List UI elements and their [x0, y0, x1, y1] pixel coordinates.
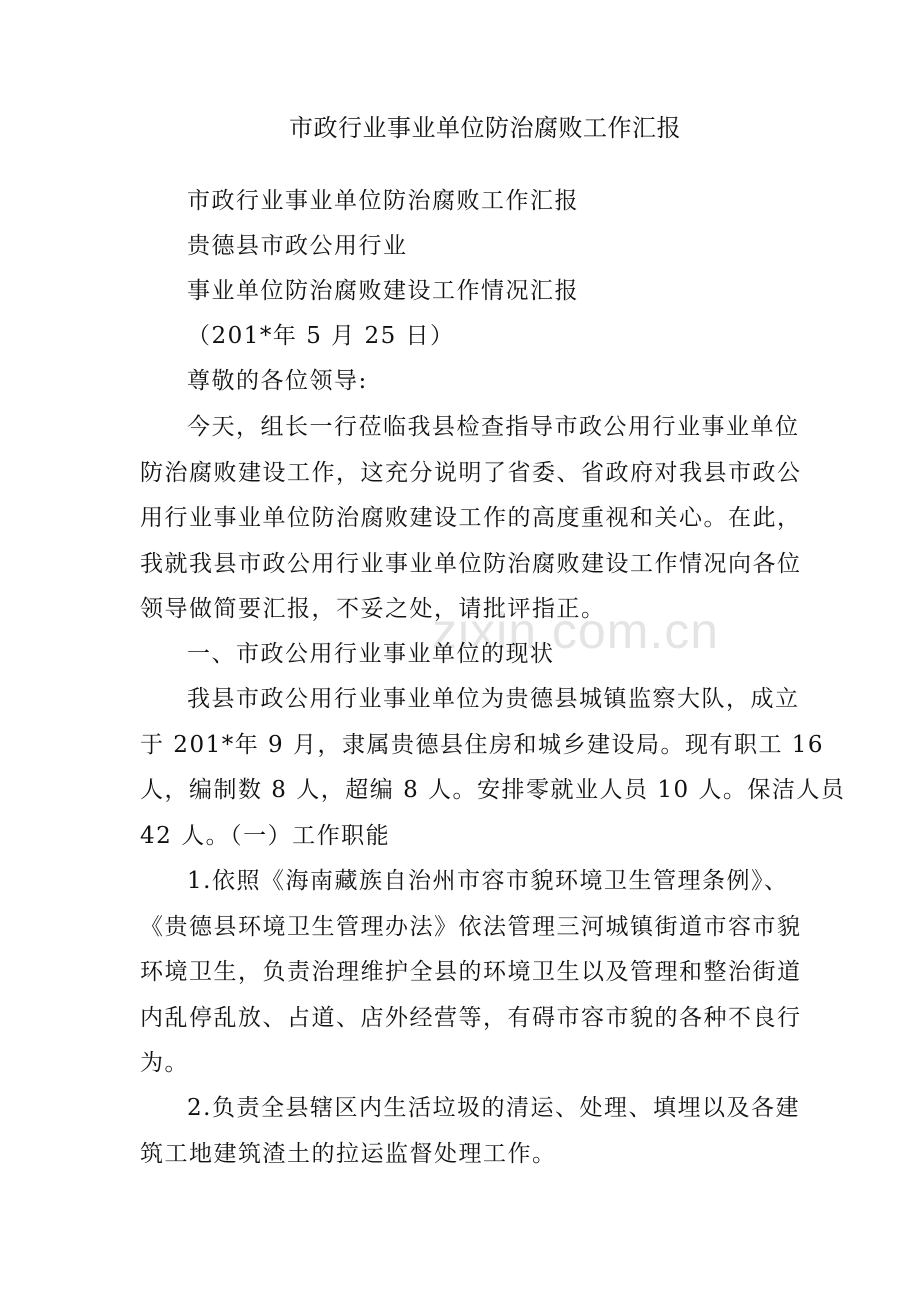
list-item-line: 1.依照《海南藏族自治州市容市貌环境卫生管理条例》、	[187, 868, 789, 894]
list-item-line: 内乱停乱放、占道、店外经营等，有碍市容市貌的各种不良行	[140, 1005, 802, 1031]
paragraph-line: 于 201*年 9 月，隶属贵德县住房和城乡建设局。现有职工 16	[140, 732, 825, 758]
paragraph-line: 我就我县市政公用行业事业单位防治腐败建设工作情况向各位	[140, 551, 802, 577]
watermark: zixin.com.cn	[432, 603, 720, 659]
paragraph-line: 我县市政公用行业事业单位为贵德县城镇监察大队，成立	[187, 686, 800, 712]
list-item-line: 筑工地建筑渣土的拉运监督处理工作。	[140, 1141, 557, 1167]
date-line: （201*年 5 月 25 日）	[187, 323, 455, 349]
page-title: 市政行业事业单位防治腐败工作汇报	[289, 114, 681, 142]
subtitle-line: 市政行业事业单位防治腐败工作汇报	[187, 188, 579, 214]
paragraph-line: 领导做简要汇报，不妥之处，请批评指正。	[140, 596, 606, 622]
report-title-line: 事业单位防治腐败建设工作情况汇报	[187, 278, 579, 304]
list-item-line: 环境卫生，负责治理维护全县的环境卫生以及管理和整治街道	[140, 959, 802, 985]
paragraph-line: 今天，组长一行莅临我县检查指导市政公用行业事业单位	[187, 414, 800, 440]
list-item-line: 2.负责全县辖区内生活垃圾的清运、处理、填埋以及各建	[187, 1095, 800, 1121]
list-item-line: 为。	[140, 1050, 189, 1076]
org-line: 贵德县市政公用行业	[187, 233, 408, 259]
salutation-line: 尊敬的各位领导:	[187, 368, 368, 394]
paragraph-line: 防治腐败建设工作，这充分说明了省委、省政府对我县市政公	[140, 460, 802, 486]
list-item-line: 《贵德县环境卫生管理办法》依法管理三河城镇街道市容市貌	[140, 914, 802, 940]
paragraph-line: 用行业事业单位防治腐败建设工作的高度重视和关心。在此，	[140, 505, 802, 531]
section-heading: 一、市政公用行业事业单位的现状	[187, 641, 555, 667]
paragraph-line: 42 人。（一）工作职能	[140, 823, 391, 849]
paragraph-line: 人，编制数 8 人，超编 8 人。安排零就业人员 10 人。保洁人员	[140, 777, 846, 803]
